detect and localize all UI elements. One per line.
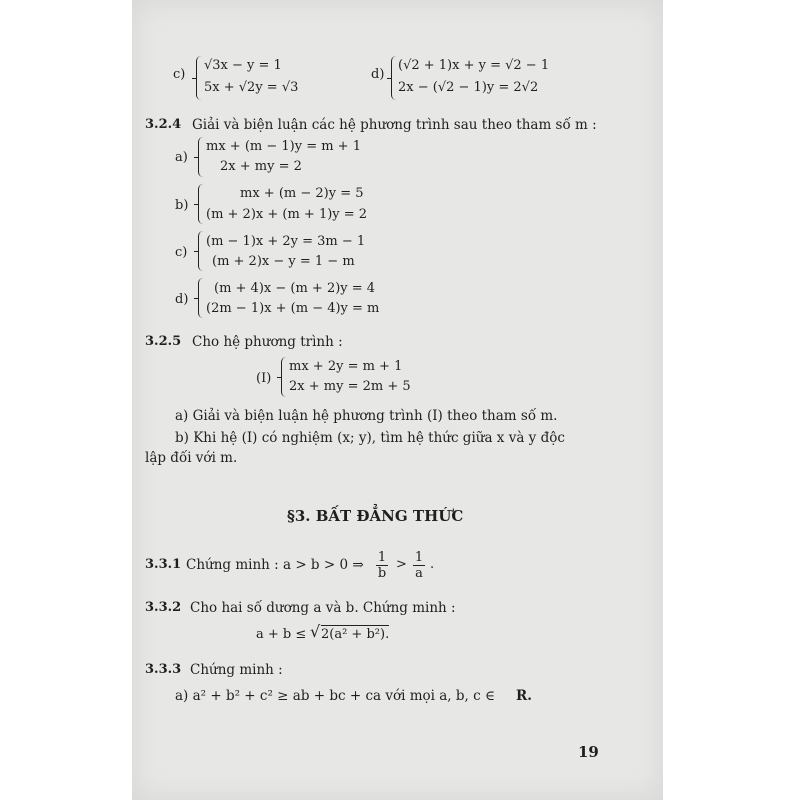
denominator: a xyxy=(415,566,423,581)
fraction xyxy=(376,550,388,581)
label-a: a) xyxy=(175,150,188,165)
page-number: 19 xyxy=(578,743,599,761)
part-b-text: lập đối với m. xyxy=(145,450,238,466)
sqrt-icon: √ xyxy=(310,622,321,641)
brace xyxy=(281,357,288,397)
brace xyxy=(198,137,205,177)
part-b-text: b) Khi hệ (I) có nghiệm (x; y), tìm hệ thức giữa x và y độc xyxy=(175,430,565,446)
radicand: 2(a² + b²). xyxy=(321,627,390,642)
system-label: (I) xyxy=(256,371,272,386)
exercise-title: Cho hệ phương trình : xyxy=(192,334,343,350)
label-c: c) xyxy=(175,245,188,260)
exercise-number: 3.3.1 xyxy=(145,557,182,572)
equation: (m + 4)x − (m + 2)y = 4 xyxy=(214,281,376,296)
equation: mx + 2y = m + 1 xyxy=(289,359,403,374)
denominator: b xyxy=(377,566,387,581)
label-b: b) xyxy=(175,198,189,213)
fraction xyxy=(413,550,425,581)
equation: 2x + my = 2m + 5 xyxy=(289,379,411,394)
part-a-text: a) Giải và biện luận hệ phương trình (I) theo tham số m. xyxy=(175,408,558,424)
label-d: d) xyxy=(371,67,385,82)
exercise-number: 3.2.5 xyxy=(145,334,182,349)
equation: (m + 2)x + (m + 1)y = 2 xyxy=(206,207,368,222)
brace xyxy=(198,278,205,318)
section-heading: §3. BẤT ĐẲNG THỨC xyxy=(287,507,464,525)
numerator: 1 xyxy=(414,550,424,565)
exercise-title: Giải và biện luận các hệ phương trình sau theo tham số m : xyxy=(192,117,597,133)
brace xyxy=(198,184,205,224)
equation: (√2 + 1)x + y = √2 − 1 xyxy=(398,58,550,73)
brace xyxy=(196,56,203,100)
operator: > xyxy=(396,557,407,572)
equation: √3x − y = 1 xyxy=(204,58,282,73)
exercise-text: Chứng minh : xyxy=(190,662,283,678)
equation: mx + (m − 2)y = 5 xyxy=(240,186,364,201)
part-a-text: a) a² + b² + c² ≥ ab + bc + ca với mọi a, b, c ∈ xyxy=(175,688,495,704)
exercise-text: Cho hai số dương a và b. Chứng minh : xyxy=(190,600,456,616)
set-symbol: R. xyxy=(516,688,532,704)
label-c: c) xyxy=(173,67,186,82)
exercise-text: Chứng minh : a > b > 0 ⇒ xyxy=(186,557,364,573)
period: . xyxy=(430,557,435,572)
label-d: d) xyxy=(175,292,189,307)
equation: 5x + √2y = √3 xyxy=(204,80,299,95)
exercise-number: 3.2.4 xyxy=(145,117,182,132)
brace xyxy=(198,231,205,271)
exercise-number: 3.3.2 xyxy=(145,600,182,615)
numerator: 1 xyxy=(377,550,387,565)
equation: mx + (m − 1)y = m + 1 xyxy=(206,139,361,154)
brace xyxy=(391,56,398,100)
equation: 2x + my = 2 xyxy=(220,159,302,174)
equation: (m − 1)x + 2y = 3m − 1 xyxy=(206,234,366,249)
inequality-left: a + b ≤ xyxy=(256,627,307,642)
exercise-number: 3.3.3 xyxy=(145,662,182,677)
equation: (m + 2)x − y = 1 − m xyxy=(212,254,355,269)
equation: (2m − 1)x + (m − 4)y = m xyxy=(206,301,380,316)
equation: 2x − (√2 − 1)y = 2√2 xyxy=(398,80,539,95)
